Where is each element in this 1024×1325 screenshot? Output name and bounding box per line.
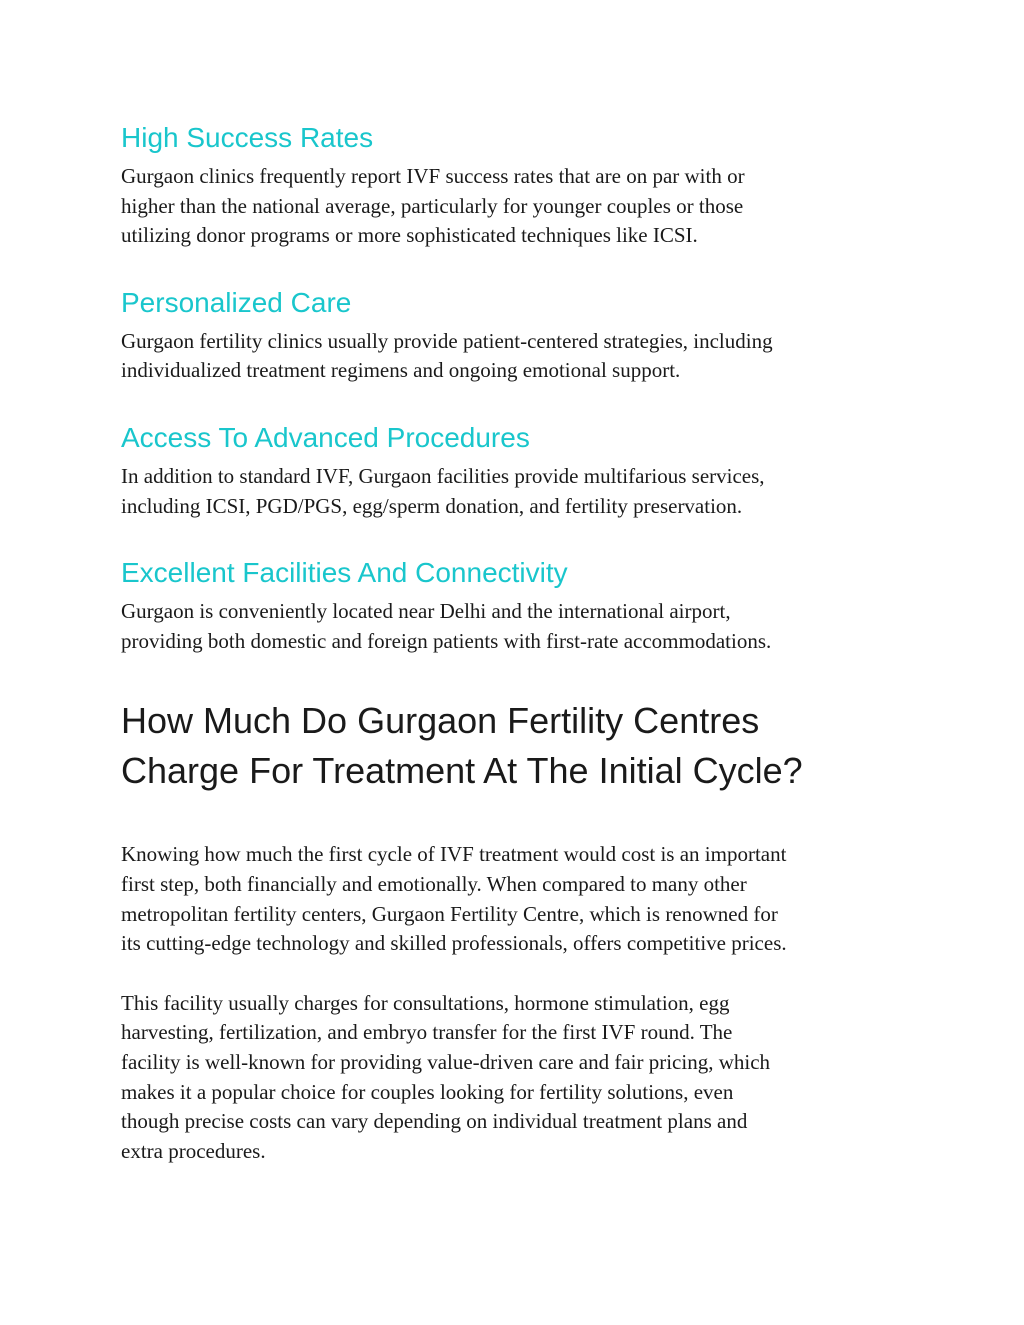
- document-page: [121, 120, 921, 1166]
- section-personalized-care: [121, 285, 921, 386]
- section-heading: High Success Rates: [121, 122, 374, 153]
- section-facilities-connectivity: [121, 555, 921, 656]
- section-advanced-procedures: [121, 420, 921, 521]
- section-body: In addition to standard IVF, Gurgaon facilities provide multifarious services, including ICSI, PGD/PGS, egg/sperm donation, and fertility preservation.: [121, 463, 765, 518]
- paragraph-cost-details: This facility usually charges for consultations, hormone stimulation, egg harvesting, fertilization, and embryo transfer for the first IVF round. The facility is well-known for providing value-driven care and fair pricing, which makes it a popular choice for couples looking for fertility solutions, even though precise costs can vary depending on individual treatment plans and extra procedures.: [121, 990, 771, 1163]
- paragraph-cost-intro: Knowing how much the first cycle of IVF treatment would cost is an important first step, both financially and emotionally. When compared to many other metropolitan fertility centers, Gurgaon Fertility Centre, which is renowned for its cutting-edge technology and skilled professionals, offers competitive prices.: [121, 842, 787, 956]
- section-body: Gurgaon clinics frequently report IVF success rates that are on par with or higher than the national average, particularly for younger couples or those utilizing donor programs or more sophisticated techniques like ICSI.: [121, 164, 745, 248]
- section-body: Gurgaon fertility clinics usually provide patient-centered strategies, including individualized treatment regimens and ongoing emotional support.: [121, 328, 773, 383]
- section-heading: Excellent Facilities And Connectivity: [121, 557, 568, 589]
- main-heading: How Much Do Gurgaon Fertility Centres Charge For Treatment At The Initial Cycle?: [121, 700, 803, 792]
- section-heading: Personalized Care: [121, 286, 352, 318]
- section-heading: Access To Advanced Procedures: [121, 421, 530, 453]
- section-body: Gurgaon is conveniently located near Delhi and the international airport, providing both domestic and foreign patients with first-rate accommodations.: [121, 599, 772, 653]
- section-high-success-rates: [121, 120, 921, 251]
